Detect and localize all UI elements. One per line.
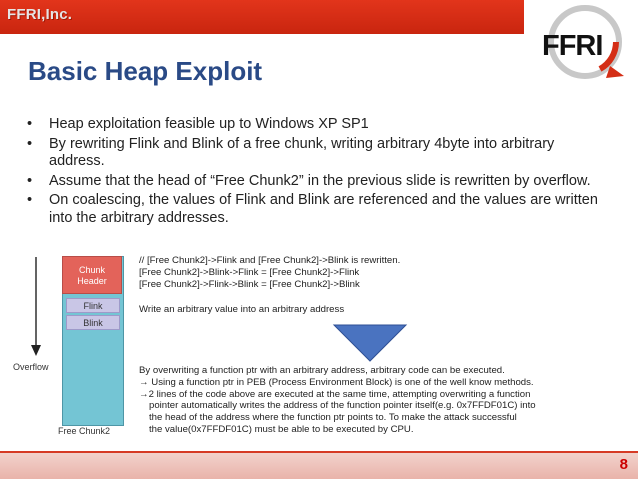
code-note: Write an arbitrary value into an arbitrary address bbox=[139, 304, 345, 315]
description-line: the head of the address where the function ptr points to. To make the attack successful bbox=[149, 412, 517, 424]
code-block bbox=[139, 255, 400, 291]
code-line: [Free Chunk2]->Flink->Blink = [Free Chunk2]->Blink bbox=[139, 279, 360, 290]
description-line: →2 lines of the code above are executed at the same time, attempting overwriting a function bbox=[139, 388, 531, 400]
company-name: FFRI,Inc. bbox=[7, 6, 73, 23]
bullet-text: By rewriting Flink and Blink of a free chunk, writing arbitrary 4byte into arbitrary address. bbox=[49, 135, 555, 169]
description-block bbox=[139, 365, 636, 436]
logo-text: FFRI bbox=[542, 30, 603, 62]
bullet-text: Assume that the head of “Free Chunk2” in the previous slide is rewritten by overflow. bbox=[49, 172, 591, 189]
chunk-header-block bbox=[62, 256, 122, 294]
free-chunk-label: Free Chunk2 bbox=[58, 426, 111, 436]
page-title: Basic Heap Exploit bbox=[28, 56, 263, 86]
description-line: → Using a function ptr in PEB (Process Environment Block) is one of the well know methods. bbox=[139, 376, 534, 388]
bullet-list bbox=[24, 116, 599, 229]
description-line: the value(0x7FFDF01C) must be able to be executed by CPU. bbox=[149, 423, 414, 435]
bullet-item: • By rewriting Flink and Blink of a free chunk, writing arbitrary 4byte into arbitrary address. bbox=[27, 135, 555, 169]
code-line: [Free Chunk2]->Blink->Flink = [Free Chunk2]->Flink bbox=[139, 267, 360, 278]
bullet-item: • Assume that the head of “Free Chunk2” in the previous slide is rewritten by overflow. bbox=[27, 172, 591, 189]
code-line: // [Free Chunk2]->Flink and [Free Chunk2]->Blink is rewritten. bbox=[139, 255, 401, 266]
down-arrow-icon bbox=[332, 323, 408, 363]
description-line: By overwriting a function ptr with an arbitrary address, arbitrary code can be executed. bbox=[139, 365, 505, 376]
bullet-text: On coalescing, the values of Flink and Blink are referenced and the values are written into the arbitrary addresses. bbox=[49, 192, 598, 226]
chunk-header-label: Header bbox=[77, 276, 107, 286]
bullet-text: Heap exploitation feasible up to Windows XP SP1 bbox=[49, 116, 369, 132]
overflow-label: Overflow bbox=[13, 362, 49, 372]
footer-bar bbox=[0, 451, 638, 479]
chunk-header-label: Chunk bbox=[78, 265, 105, 275]
bullet-item: • On coalescing, the values of Flink and Blink are referenced and the values are written into the arbitrary addresses. bbox=[27, 192, 598, 226]
overflow-arrow-icon bbox=[29, 257, 43, 357]
flink-block: Flink bbox=[66, 298, 120, 313]
bullet-item: • Heap exploitation feasible up to Windows XP SP1 bbox=[27, 116, 369, 132]
header-banner bbox=[0, 0, 524, 34]
blink-block: Blink bbox=[66, 315, 120, 330]
page-number: 8 bbox=[619, 456, 628, 473]
description-line: pointer automatically writes the address of the function pointer itself(e.g. 0x7FFDF01C) into bbox=[149, 400, 536, 412]
